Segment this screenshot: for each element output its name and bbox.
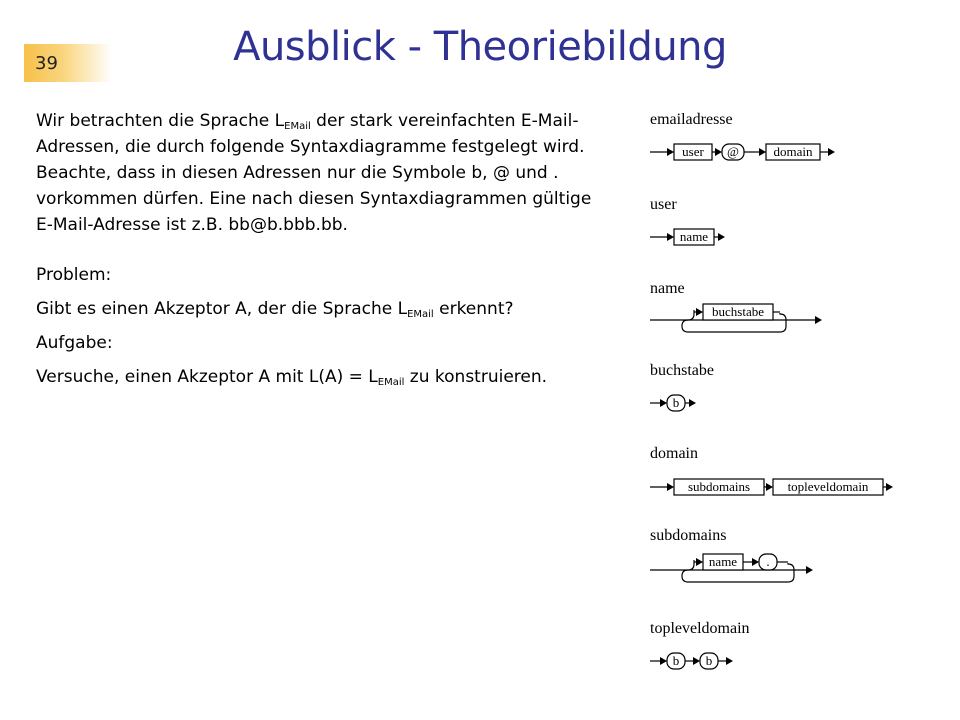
task-text: Versuche, einen Akzeptor A mit $L(A) = L_{EMail}$ zu konstruieren.: [36, 367, 548, 388]
intro-paragraph: Wir betrachten die Sprache $L_{EMail}$ der stark vereinfachten E-Mail-Adressen, die durch folgende Syntaxdiagramme festgelegt wird. Beachte, dass in diesen Adressen nur die Symbole b, @ und . vorkommen dürfen. Eine nach diesen Syntaxdiagrammen gültige E-Mail-Adresse ist z.B. bb@b.bbb.bb.: [36, 111, 592, 235]
diagram-subdomains: [650, 527, 813, 582]
problem-text: Gibt es einen Akzeptor A, der die Sprache $L_{EMail}$ erkennt?: [36, 299, 514, 320]
svg-text:user: user: [682, 144, 704, 159]
diagram-user: [650, 196, 725, 245]
diagram-buchstabe: [650, 362, 714, 411]
svg-text:name: name: [708, 554, 738, 569]
svg-text:b: b: [672, 395, 680, 410]
slide-body: [36, 108, 596, 390]
diagram-label-buchstabe: buchstabe: [650, 362, 714, 379]
syntax-diagrams: [630, 100, 940, 690]
svg-text:.: .: [766, 554, 770, 569]
svg-text:domain: domain: [773, 144, 813, 159]
page-number: 39: [35, 53, 58, 74]
svg-text:subdomains: subdomains: [687, 479, 751, 494]
diagram-emailadresse: [650, 111, 835, 160]
task-heading: Aufgabe:: [36, 333, 113, 353]
svg-text:b: b: [672, 653, 680, 668]
svg-text:buchstabe: buchstabe: [712, 304, 764, 319]
diagram-label-user: user: [650, 196, 677, 213]
diagram-topleveldomain: [650, 620, 750, 669]
problem-heading: Problem:: [36, 265, 112, 285]
diagram-label-domain: domain: [650, 445, 698, 462]
diagram-label-emailadresse: emailadresse: [650, 111, 733, 128]
diagram-label-topleveldomain: topleveldomain: [650, 620, 750, 637]
diagram-name: [650, 280, 822, 332]
diagram-label-name: name: [650, 280, 685, 297]
svg-text:@: @: [727, 144, 739, 159]
diagram-label-subdomains: subdomains: [650, 527, 727, 544]
diagram-domain: [650, 445, 893, 495]
svg-text:topleveldomain: topleveldomain: [787, 479, 869, 494]
svg-text:name: name: [679, 229, 709, 244]
slide-title: Ausblick - Theoriebildung: [233, 24, 727, 70]
svg-text:b: b: [705, 653, 713, 668]
